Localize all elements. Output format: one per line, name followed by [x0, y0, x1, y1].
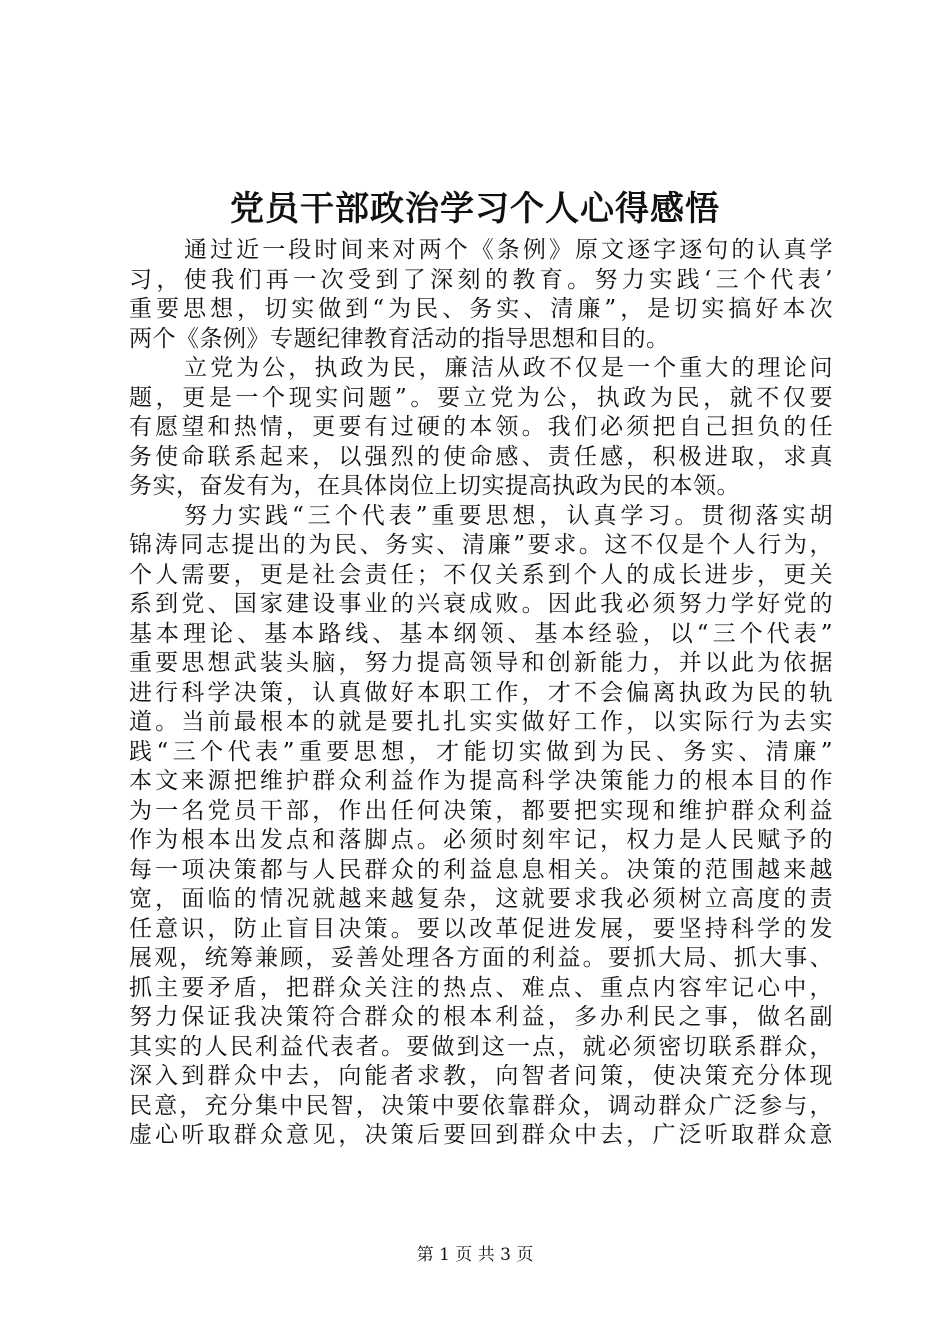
text-line: 宽，面临的情况就越来越复杂，这就要求我必须树立高度的责 [129, 886, 833, 912]
text-line: 本文来源把维护群众利益作为提高科学决策能力的根本目的作 [129, 768, 833, 794]
text-line: 作为根本出发点和落脚点。必须时刻牢记，权力是人民赋予的 [129, 827, 833, 853]
text-line: 立党为公，执政为民，廉洁从政不仅是一个重大的理论问 [184, 355, 833, 381]
text-line: 任意识，防止盲目决策。要以改革促进发展，要坚持科学的发 [129, 915, 833, 942]
text-line: 抓主要矛盾，把群众关注的热点、难点、重点内容牢记心中， [129, 974, 833, 1001]
text-line: 重要思想武装头脑，努力提高领导和创新能力，并以此为依据 [129, 650, 833, 676]
text-line: 为一名党员干部，作出任何决策，都要把实现和维护群众利益 [129, 797, 833, 824]
document-title: 党员干部政治学习个人心得感悟 [230, 189, 720, 229]
text-line: 其实的人民利益代表者。要做到这一点，就必须密切联系群众， [129, 1033, 833, 1060]
text-line: 务实，奋发有为，在具体岗位上切实提高执政为民的本领。 [129, 473, 740, 499]
text-line: 个人需要，更是社会责任；不仅关系到个人的成长进步，更关 [129, 561, 833, 588]
text-line: 系到党、国家建设事业的兴衰成败。因此我必须努力学好党的 [129, 591, 833, 617]
text-line: 基本理论、基本路线、基本纲领、基本经验，以“三个代表” [129, 620, 833, 647]
text-line: 锦涛同志提出的为民、务实、清廉”要求。这不仅是个人行为， [129, 532, 833, 558]
text-line: 民意，充分集中民智，决策中要依靠群众，调动群众广泛参与， [129, 1092, 833, 1119]
text-line: 题，更是一个现实问题”。要立党为公，执政为民，就不仅要 [129, 384, 833, 411]
text-line: 展观，统筹兼顾，妥善处理各方面的利益。要抓大局、抓大事、 [129, 945, 833, 971]
document-body [129, 236, 833, 1151]
text-line: 虚心听取群众意见，决策后要回到群众中去，广泛听取群众意 [129, 1122, 833, 1148]
text-line: 进行科学决策，认真做好本职工作，才不会偏离执政为民的轨 [129, 679, 833, 706]
text-line: 通过近一段时间来对两个《条例》原文逐字逐句的认真学 [184, 237, 833, 263]
text-line: 努力保证我决策符合群众的根本利益，多办利民之事，做名副 [129, 1004, 833, 1030]
text-line: 每一项决策都与人民群众的利益息息相关。决策的范围越来越 [129, 856, 833, 883]
text-line: 努力实践“三个代表”重要思想，认真学习。贯彻落实胡 [184, 502, 833, 529]
text-line: 重要思想，切实做到“为民、务实、清廉”，是切实搞好本次 [129, 296, 833, 322]
text-line: 务使命联系起来，以强烈的使命感、责任感，积极进取，求真 [129, 443, 833, 470]
text-line: 习，使我们再一次受到了深刻的教育。努力实践‘三个代表’ [129, 266, 833, 293]
text-line: 两个《条例》专题纪律教育活动的指导思想和目的。 [129, 325, 670, 352]
text-line: 有愿望和热情，更要有过硬的本领。我们必须把自己担负的任 [129, 414, 833, 440]
text-line: 深入到群众中去，向能者求教，向智者问策，使决策充分体现 [129, 1063, 833, 1089]
text-line: 道。当前最根本的就是要扎扎实实做好工作，以实际行为去实 [129, 709, 833, 735]
page-footer: 第 1 页 共 3 页 [416, 1245, 534, 1265]
text-line: 践“三个代表”重要思想，才能切实做到为民、务实、清廉” [129, 738, 833, 765]
